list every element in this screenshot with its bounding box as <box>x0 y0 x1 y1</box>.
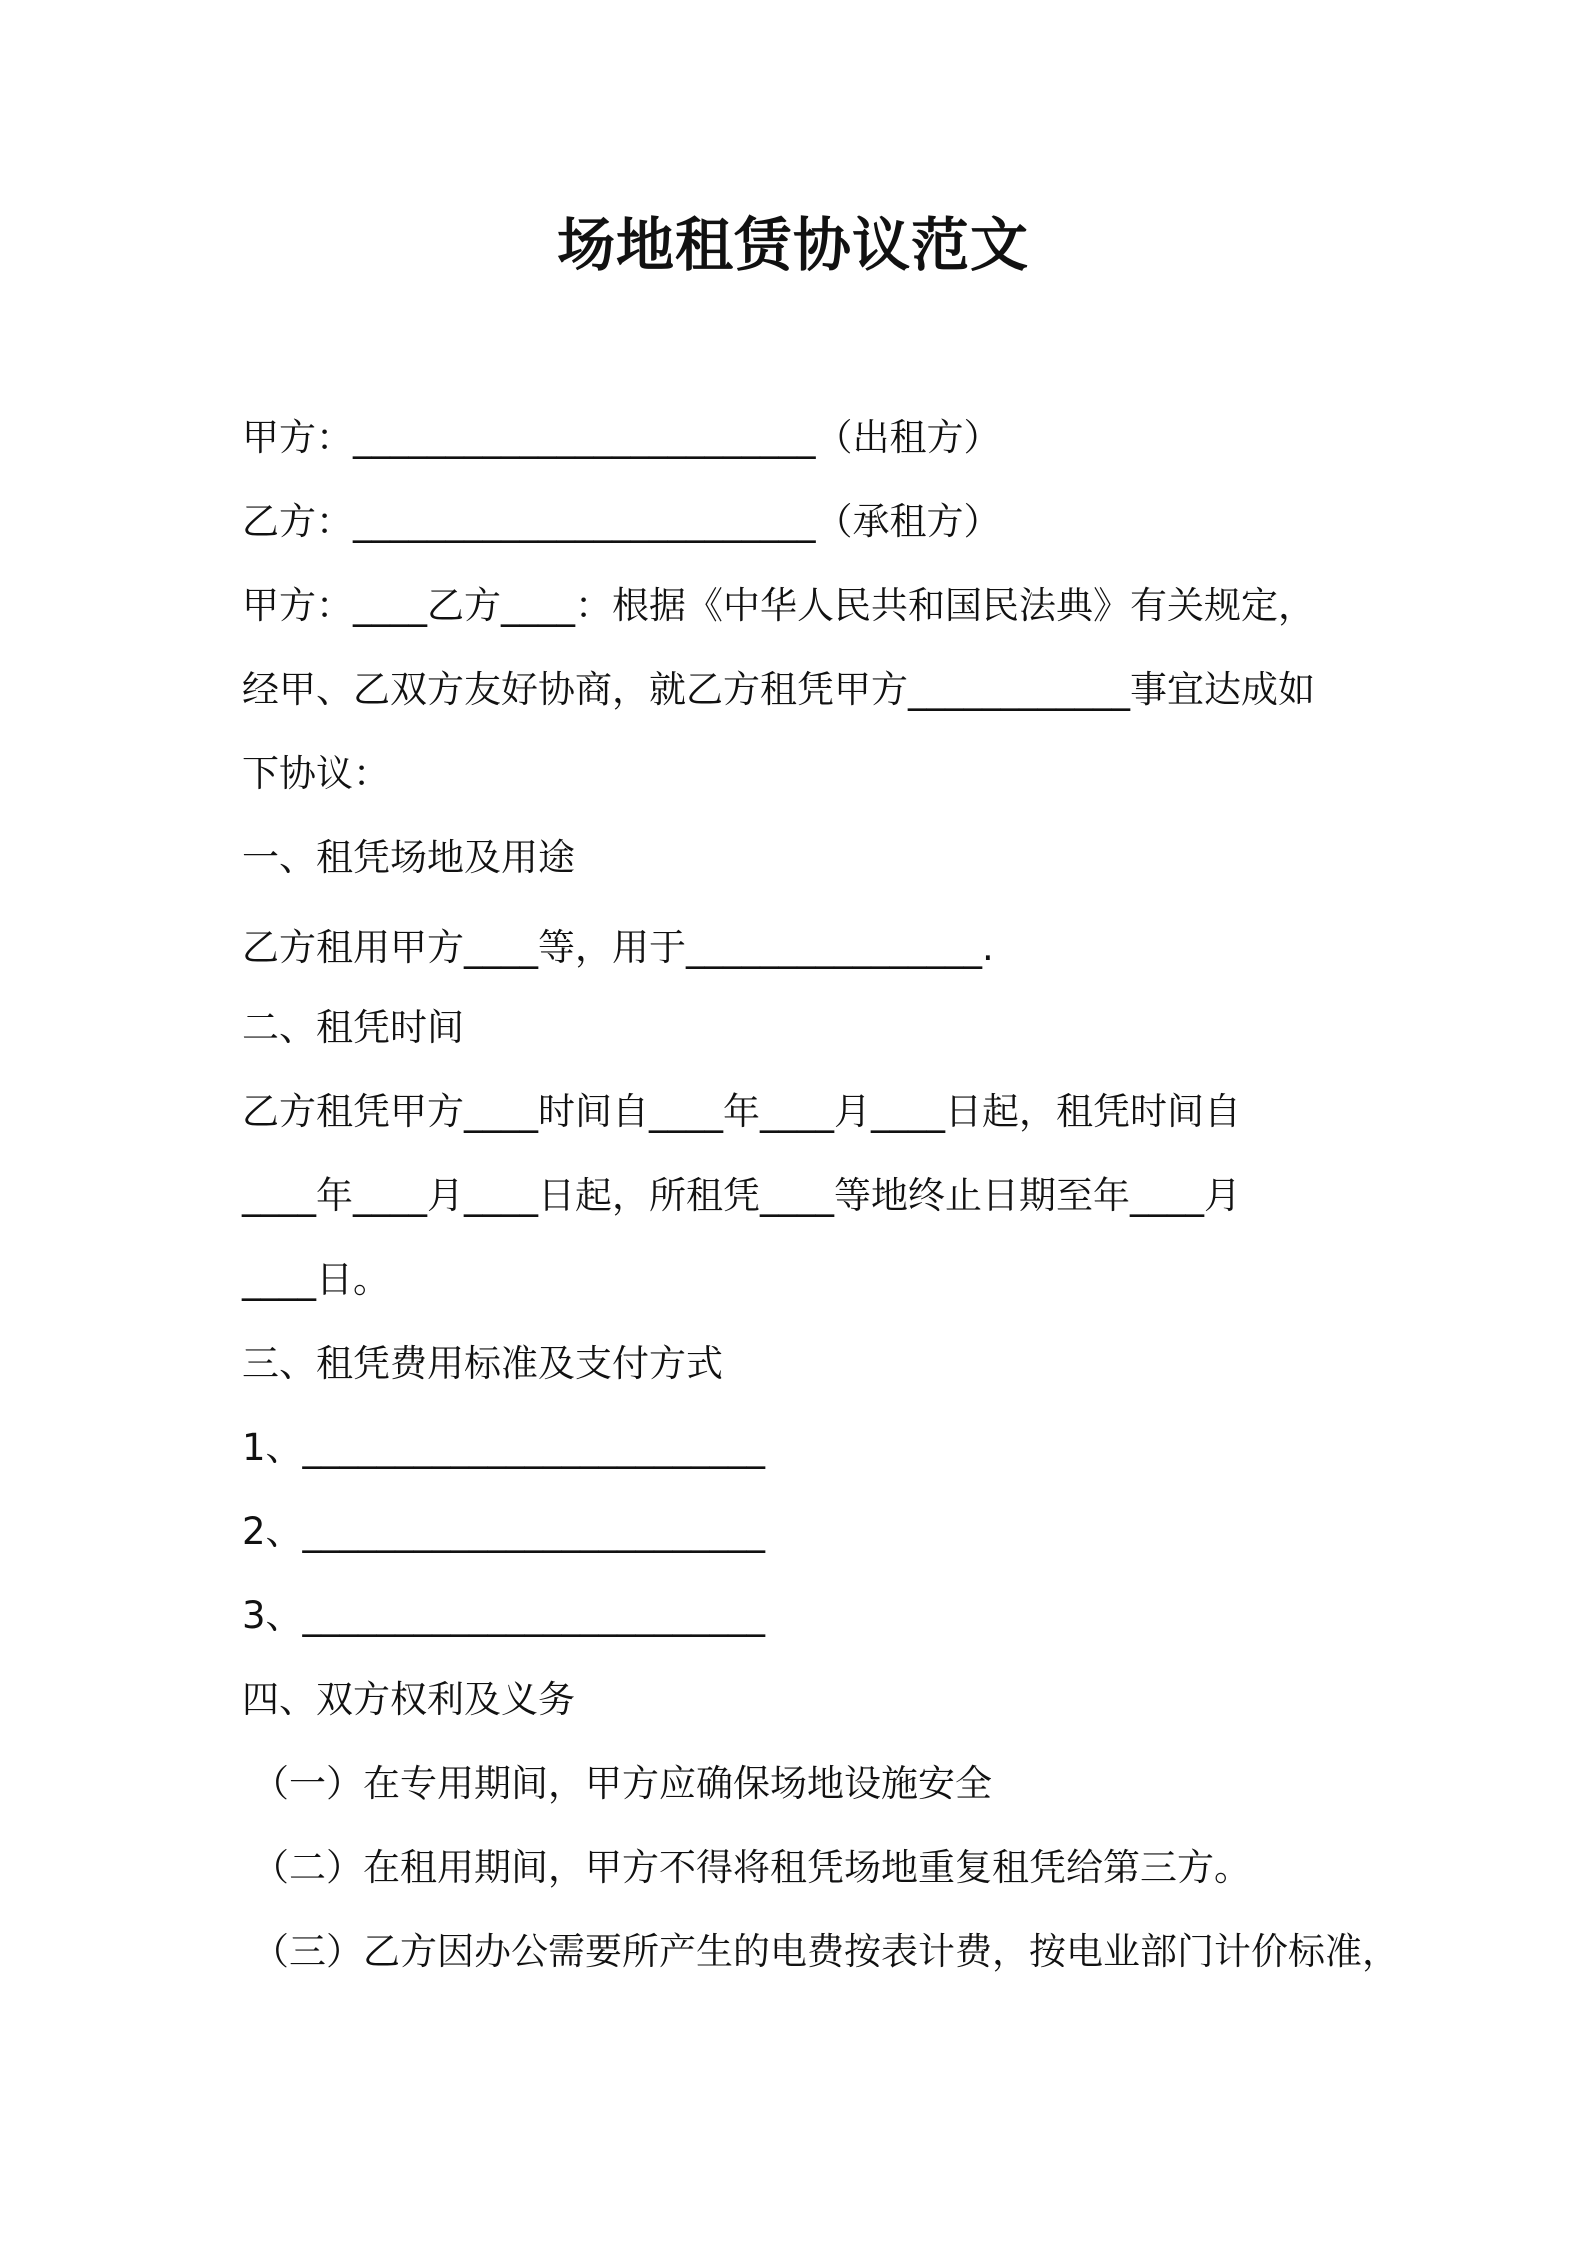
obligation-item-1: （一）在专用期间，甲方应确保场地设施安全 <box>252 1762 992 1805</box>
section-1-body: 乙方租用甲方____等，用于________________. <box>242 926 994 969</box>
preamble-line-3: 下协议： <box>242 752 390 795</box>
preamble-line-1: 甲方：____乙方____：根据《中华人民共和国民法典》有关规定， <box>242 584 1315 627</box>
fee-item-2: 2、_________________________ <box>242 1510 766 1553</box>
fee-item-1: 1、_________________________ <box>242 1426 766 1469</box>
obligation-item-3: （三）乙方因办公需要所产生的电费按表计费，按电业部门计价标准， <box>252 1930 1399 1973</box>
preamble-line-2: 经甲、乙双方友好协商，就乙方租凭甲方____________事宜达成如 <box>242 668 1315 711</box>
party-b-line: 乙方：_________________________（承租方） <box>242 500 1001 543</box>
party-a-line: 甲方：_________________________（出租方） <box>242 416 1001 459</box>
section-heading-1: 一、租凭场地及用途 <box>242 836 575 879</box>
section-2-body-line-3: ____日。 <box>242 1258 390 1301</box>
section-2-body-line-1: 乙方租凭甲方____时间自____年____月____日起，租凭时间自 <box>242 1090 1241 1133</box>
obligation-item-2: （二）在租用期间，甲方不得将租凭场地重复租凭给第三方。 <box>252 1846 1251 1889</box>
section-heading-2: 二、租凭时间 <box>242 1006 464 1049</box>
section-heading-4: 四、双方权利及义务 <box>242 1678 575 1721</box>
section-heading-3: 三、租凭费用标准及支付方式 <box>242 1342 723 1385</box>
document-title: 场地租赁协议范文 <box>556 211 1029 279</box>
section-2-body-line-2: ____年____月____日起，所租凭____等地终止日期至年____月 <box>242 1174 1241 1217</box>
fee-item-3: 3、_________________________ <box>242 1594 766 1637</box>
